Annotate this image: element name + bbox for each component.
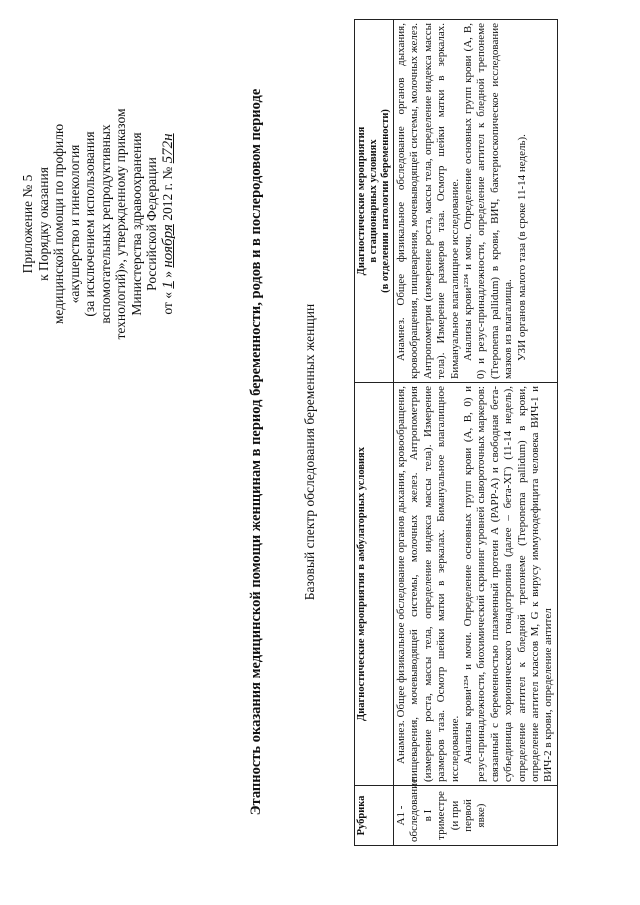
- ambulatory-paragraph: Анамнез. Общее физикальное обследование органов дыхания, кровообращения, пищеварения, мочевыводящей системы, молочных желез. Антропометрия (измерение роста, массы тела, определение индекса массы тела). Измерение размеров таза. Осмотр шейки матки в зеркалах. Бимануальное влагалищное исследование.: [395, 386, 461, 782]
- appendix-line: к Порядку оказания: [35, 167, 51, 281]
- cell-rubric: А1 - обследование в I триместре (и при первой явке): [394, 786, 558, 846]
- appendix-line: вспомогательных репродуктивных: [97, 124, 113, 324]
- table-header-row: [355, 20, 394, 846]
- section-subtitle: Базовый спектр обследования беременных женщин: [302, 303, 317, 601]
- header-hospital-line: Диагностические мероприятия: [356, 126, 367, 276]
- cell-hospital: [394, 20, 558, 383]
- appendix-header: [20, 94, 176, 354]
- appendix-line: технологий)», утвержденному приказом: [113, 108, 128, 340]
- header-hospital-line: в стационарных условиях: [368, 139, 379, 263]
- header-hospital: [355, 20, 394, 383]
- table-row: [394, 20, 558, 846]
- header-rubric: Рубрика: [355, 786, 394, 846]
- date-separator: »: [159, 271, 175, 278]
- hospital-paragraph: УЗИ органов малого таза (в сроке 11-14 недель).: [515, 134, 528, 361]
- date-month: ноября: [159, 224, 176, 268]
- header-hospital-line: (в отделении патологии беременности): [380, 109, 391, 293]
- examination-table: [354, 19, 558, 846]
- date-year: 2012 г. №: [159, 166, 175, 221]
- appendix-line: Министерства здравоохранения: [128, 132, 144, 316]
- rotated-sheet: [10, 12, 630, 892]
- appendix-line: Российской Федерации: [144, 157, 159, 291]
- cell-ambulatory: [394, 383, 558, 786]
- header-ambulatory: Диагностические мероприятия в амбулаторных условиях: [355, 383, 394, 786]
- appendix-line: (за исключением использования: [82, 131, 97, 317]
- date-day: 1: [159, 281, 176, 289]
- order-number: 572н: [159, 133, 176, 164]
- date-prefix: от «: [159, 292, 175, 315]
- document-title: Этапность оказания медицинской помощи женщинам в период беременности, родов и в послеродовом периоде: [248, 88, 264, 816]
- appendix-line: «акушерство и гинекология: [66, 144, 82, 304]
- hospital-paragraph: Анализы крови¹²³⁴ и мочи. Определение основных групп крови (А, В, 0) и резус-принадлежности, определение антител к бледной трепонеме (Treponema pallidum) в крови, ВИЧ, бактериоскопическое исследование мазков из влагалища.: [462, 23, 515, 379]
- appendix-line: Приложение № 5: [20, 174, 35, 274]
- appendix-date-line: [160, 94, 177, 354]
- hospital-paragraph: Анамнез. Общее физикальное обследование органов дыхания, кровообращения, пищеварения, мочевыводящей системы, молочных желез. Антропометрия (измерение роста, массы тела, определение индекса массы тела). Измерение размеров таза. Осмотр шейки матки в зеркалах. Бимануальное влагалищное исследование.: [395, 23, 461, 379]
- ambulatory-paragraph: Анализы крови¹²³⁴ и мочи. Определение основных групп крови (А, В, 0) и резус-принадлежности, биохимический скрининг уровней сывороточных маркеров: связанный с беременностью плазменный протеин А (PAPP-A) и свободная бета-субъединица хорионического гонадотропина (далее – бета-ХГ) (11-14 недель), определение антител к бледной трепонеме (Treponema pallidum) в крови, определение антител классов М, G к вирусу иммунодефицита человека ВИЧ-1 и ВИЧ-2 в крови, определение антител: [462, 386, 555, 782]
- appendix-line: медицинской помощи по профилю: [51, 123, 66, 325]
